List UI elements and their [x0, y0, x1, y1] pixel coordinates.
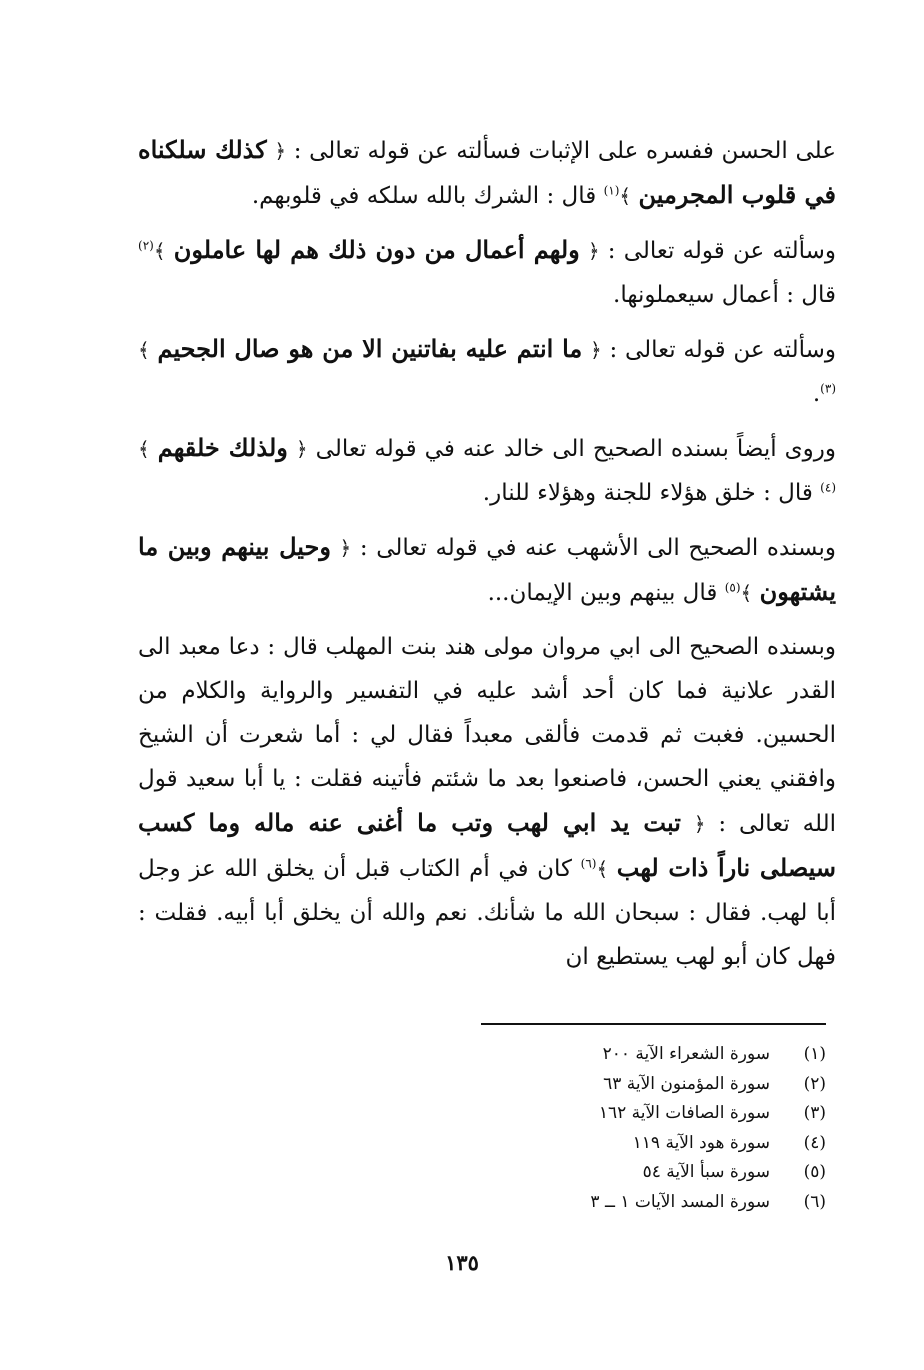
quran-open-bracket: ﴿: [587, 239, 600, 263]
quran-verse: كذلك سلكناه في قلوب المجرمين: [138, 135, 836, 209]
footnote-text: سورة المؤمنون الآية ٦٣: [603, 1073, 770, 1094]
paragraph-text: .: [812, 381, 821, 407]
quran-close-bracket: ﴾: [619, 184, 632, 208]
footnote-item: [481, 1099, 826, 1129]
footnote-item: [481, 1129, 826, 1159]
footnote-ref: (٣): [820, 381, 836, 396]
paragraph-text: قال : الشرك بالله سلكه في قلوبهم.: [251, 183, 604, 209]
quran-open-bracket: ﴿: [590, 338, 602, 362]
paragraph-text: وبسنده الصحيح الى ابي مروان مولى هند بنت المهلب قال : دعا معبد الى القدر علانية فما كان أحد أشد عليه في التفسير والرواية والكلام من الحسين. فغبت ثم قدمت فألقى معبداً فقال لي : أما شعرت أن الشيخ وافقني يعني الحسن، فاصنعوا بعد ما شئتم فأتينه فقلت : يا أبا سعيد قول الله تعالى :: [138, 634, 836, 837]
footnote-item: [481, 1040, 826, 1070]
paragraph-text: قال : أعمال سيعملونها.: [613, 282, 836, 308]
footnote-item: [481, 1158, 826, 1188]
quran-open-bracket: ﴿: [295, 437, 308, 461]
paragraph-text: وروى أيضاً بسنده الصحيح الى خالد عنه في قوله تعالى: [307, 436, 837, 462]
footnote-text: سورة المسد الآيات ١ ــ ٣: [590, 1191, 770, 1212]
footnote-number: (١): [803, 1044, 826, 1064]
page-number: ١٣٥: [445, 1250, 479, 1275]
footnote-number: (٤): [803, 1132, 826, 1153]
quran-close-bracket: ﴾: [138, 338, 150, 362]
paragraph-4: [138, 426, 836, 515]
paragraph-5: [138, 525, 836, 615]
quran-verse: تبت يد ابي لهب وتب ما أغنى عنه ماله وما كسب سيصلى ناراً ذات لهب: [138, 808, 836, 882]
paragraph-text: وسألته عن قوله تعالى :: [599, 238, 836, 264]
quran-close-bracket: ﴾: [138, 437, 150, 461]
footnote-item: [481, 1188, 826, 1218]
footnote-item: [481, 1070, 826, 1100]
paragraph-text: قال بينهم وبين الإيمان...: [487, 580, 725, 606]
quran-open-bracket: ﴿: [339, 536, 352, 560]
footnote-text: سورة سبأ الآية ٥٤: [642, 1162, 770, 1182]
paragraph-6: [138, 625, 836, 979]
footnotes: [481, 1040, 826, 1217]
footnote-number: (٢): [803, 1073, 826, 1094]
body-text: [138, 128, 836, 989]
paragraph-text: وسألته عن قوله تعالى :: [601, 337, 837, 363]
paragraph-2: [138, 228, 836, 317]
paragraph-text: قال : خلق هؤلاء للجنة وهؤلاء للنار.: [482, 480, 821, 506]
quran-verse: ولذلك خلقهم: [157, 433, 288, 462]
quran-close-bracket: ﴾: [740, 581, 753, 605]
paragraph-text: على الحسن ففسره على الإثبات فسألته عن قوله تعالى :: [286, 138, 836, 164]
quran-open-bracket: ﴿: [693, 812, 706, 836]
paragraph-1: [138, 128, 836, 218]
quran-verse: ولهم أعمال من دون ذلك هم لها عاملون: [173, 235, 580, 264]
footnote-number: (٥): [803, 1162, 826, 1182]
footnote-ref: (١): [603, 183, 620, 198]
quran-close-bracket: ﴾: [596, 857, 609, 881]
footnote-ref: (٢): [138, 238, 154, 253]
footnote-ref: (٤): [820, 480, 836, 495]
paragraph-text: كان في أم الكتاب قبل أن يخلق الله عز وجل أبا لهب. فقال : سبحان الله ما شأنك. نعم والله أن يخلق أبا أبيه. فقلت : فهل كان أبو لهب يستطيع ان: [138, 856, 836, 970]
quran-open-bracket: ﴿: [274, 139, 287, 163]
footnote-number: (٦): [803, 1191, 826, 1212]
footnote-text: سورة هود الآية ١١٩: [632, 1132, 770, 1153]
paragraph-text: وبسنده الصحيح الى الأشهب عنه في قوله تعالى :: [351, 535, 837, 561]
footnote-divider: [481, 1023, 826, 1025]
footnote-text: سورة الشعراء الآية ٢٠٠: [602, 1044, 770, 1064]
footnote-number: (٣): [803, 1103, 826, 1123]
quran-close-bracket: ﴾: [153, 239, 166, 263]
footnote-ref: (٦): [580, 856, 597, 871]
footnote-ref: (٥): [724, 580, 741, 595]
paragraph-3: [138, 327, 836, 416]
quran-verse: وحيل بينهم وبين ما يشتهون: [138, 532, 836, 606]
quran-verse: ما انتم عليه بفاتنين الا من هو صال الجحيم: [157, 334, 583, 363]
footnote-text: سورة الصافات الآية ١٦٢: [598, 1103, 770, 1123]
